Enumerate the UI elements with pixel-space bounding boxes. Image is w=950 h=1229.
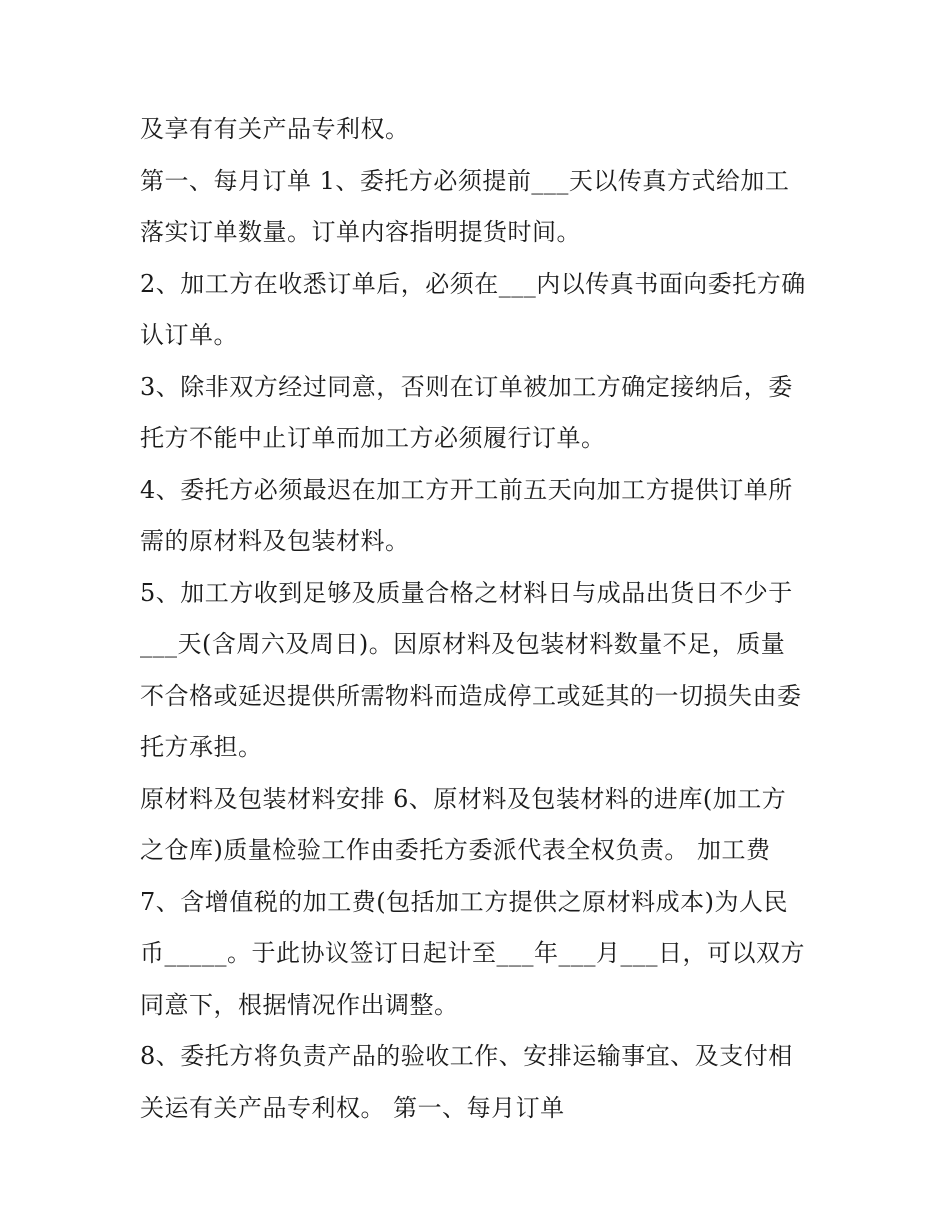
text-line: 原材料及包装材料安排 6、原材料及包装材料的进库(加工方	[140, 784, 787, 813]
text-line: 4、委托方必须最迟在加工方开工前五天向加工方提供订单所	[140, 475, 793, 504]
text-line: 托方不能中止订单而加工方必须履行订单。	[140, 424, 606, 452]
text-line: 8、委托方将负责产品的验收工作、安排运输事宜、及支付相	[140, 1042, 793, 1070]
text-line: 2、加工方在收悉订单后，必须在___内以传真书面向委托方确	[140, 269, 806, 298]
text-line: 托方承担。	[140, 733, 263, 761]
text-line: 币_____。于此协议签订日起计至___年___月___日，可以双方	[140, 939, 805, 967]
text-line: 落实订单数量。订单内容指明提货时间。	[140, 218, 581, 246]
text-line: 第一、每月订单 1、委托方必须提前___天以传真方式给加工	[140, 166, 790, 195]
text-line: 认订单。	[140, 321, 238, 349]
text-line: 关运有关产品专利权。 第一、每月订单	[140, 1093, 565, 1122]
text-line: 5、加工方收到足够及质量合格之材料日与成品出货日不少于	[140, 578, 793, 607]
text-line: 同意下，根据情况作出调整。	[140, 990, 459, 1019]
text-line: 3、除非双方经过同意，否则在订单被加工方确定接纳后，委	[140, 372, 793, 401]
text-line: ___天(含周六及周日)。因原材料及包装材料数量不足，质量	[140, 630, 786, 658]
document-body	[140, 104, 820, 1134]
text-line: 不合格或延迟提供所需物料而造成停工或延其的一切损失由委	[140, 681, 802, 710]
text-line: 需的原材料及包装材料。	[140, 527, 410, 555]
text-line: 7、含增值税的加工费(包括加工方提供之原材料成本)为人民	[140, 887, 788, 916]
text-line: 之仓库)质量检验工作由委托方委派代表全权负责。 加工费	[140, 836, 771, 864]
text-line: 及享有有关产品专利权。	[140, 115, 410, 143]
